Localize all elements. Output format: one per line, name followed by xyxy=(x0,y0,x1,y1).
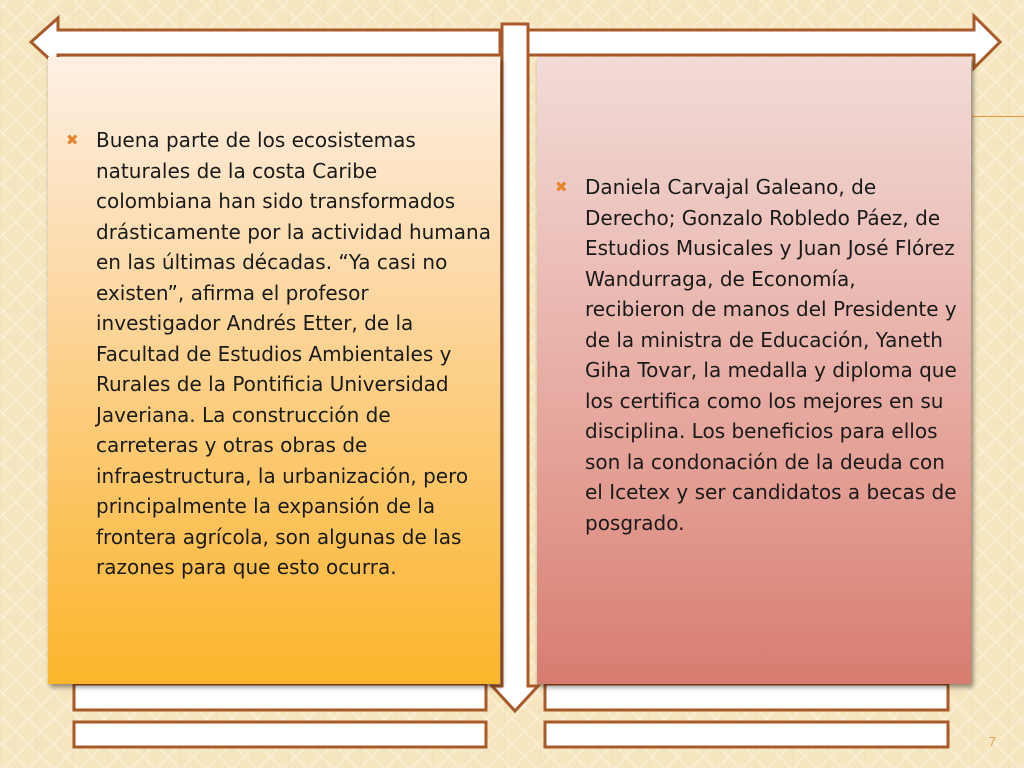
x-bullet-icon: ✖ xyxy=(66,131,79,149)
x-bullet-icon: ✖ xyxy=(555,178,568,196)
right-paragraph: Daniela Carvajal Galeano, de Derecho; Gonzalo Robledo Páez, de Estudios Musicales y Juan José Flórez Wandurraga, de Economía, recibieron de manos del Presidente y de la ministra de Educación, Yaneth Giha Tovar, la medalla y diploma que los certifica como los mejores en su disciplina. Los beneficios para ellos son la condonación de la deuda con el Icetex y ser candidatos a becas de posgrado. xyxy=(585,175,957,535)
right-bullet-item xyxy=(555,172,961,538)
lower-box-left-1 xyxy=(74,684,486,710)
right-text-panel xyxy=(537,57,971,684)
decorative-line xyxy=(972,116,1024,117)
lower-box-right-1 xyxy=(545,684,948,710)
left-bullet-item xyxy=(66,125,492,583)
lower-box-right-2 xyxy=(545,722,948,747)
left-paragraph: Buena parte de los ecosistemas naturales de la costa Caribe colombiana han sido transformados drásticamente por la actividad humana en las últimas décadas. “Ya casi no existen”, afirma el profesor investigador Andrés Etter, de la Facultad de Estudios Ambientales y Rurales de la Pontificia Universidad Javeriana. La construcción de carreteras y otras obras de infraestructura, la urbanización, pero principalmente la expansión de la frontera agrícola, son algunas de las razones para que esto ocurra. xyxy=(96,128,491,579)
page-number: 7 xyxy=(988,734,996,749)
lower-box-left-2 xyxy=(74,722,486,747)
left-text-panel xyxy=(48,57,500,684)
